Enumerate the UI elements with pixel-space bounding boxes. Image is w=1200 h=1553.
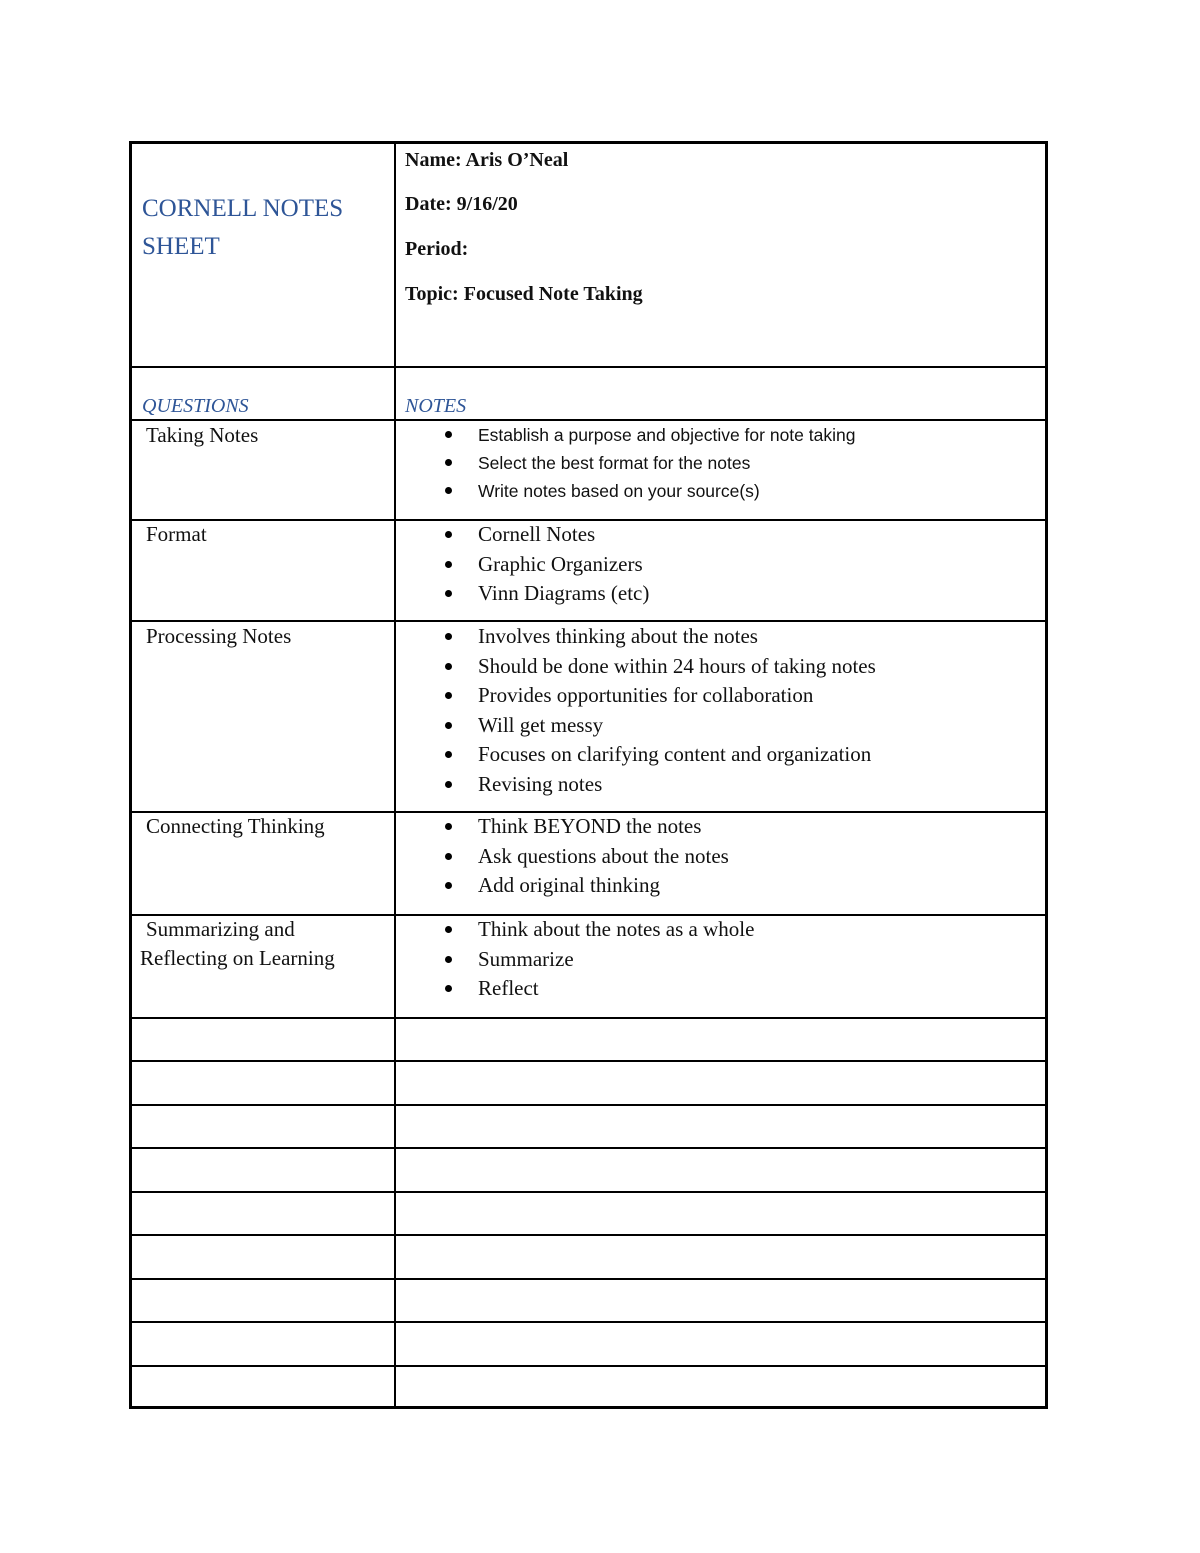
notes-list <box>438 812 729 901</box>
row-divider <box>132 366 1045 368</box>
list-item: Cornell Notes <box>438 520 649 550</box>
notes-list <box>438 421 855 505</box>
question-cell: Processing Notes <box>146 624 292 648</box>
sheet-title <box>142 190 343 266</box>
topic-field[interactable]: Topic: Focused Note Taking <box>405 283 643 305</box>
list-item: Add original thinking <box>438 871 729 901</box>
list-item: Provides opportunities for collaboration <box>438 681 876 711</box>
question-line1: Summarizing and <box>146 917 295 941</box>
list-item: Vinn Diagrams (etc) <box>438 579 649 609</box>
list-item: Should be done within 24 hours of taking notes <box>438 652 876 682</box>
list-item: Ask questions about the notes <box>438 842 729 872</box>
date-field[interactable]: Date: 9/16/20 <box>405 193 518 215</box>
question-cell <box>140 915 335 973</box>
list-item: Reflect <box>438 974 754 1004</box>
sheet-title-line2: SHEET <box>142 233 220 260</box>
row-divider <box>132 1234 1045 1236</box>
cornell-notes-table <box>129 141 1048 1409</box>
row-divider <box>132 1017 1045 1019</box>
list-item: Graphic Organizers <box>438 550 649 580</box>
question-cell: Format <box>146 522 207 546</box>
list-item: Select the best format for the notes <box>438 449 855 477</box>
row-divider <box>132 1104 1045 1106</box>
question-line2: Reflecting on Learning <box>140 946 335 970</box>
list-item: Revising notes <box>438 770 876 800</box>
row-divider <box>132 1147 1045 1149</box>
row-divider <box>132 1060 1045 1062</box>
name-field[interactable]: Name: Aris O’Neal <box>405 149 569 171</box>
list-item: Think about the notes as a whole <box>438 915 754 945</box>
notes-list <box>438 520 649 609</box>
row-divider <box>132 1191 1045 1193</box>
list-item: Think BEYOND the notes <box>438 812 729 842</box>
list-item: Establish a purpose and objective for note taking <box>438 421 855 449</box>
notes-list <box>438 915 754 1004</box>
list-item: Will get messy <box>438 711 876 741</box>
row-divider <box>132 1365 1045 1367</box>
questions-header: QUESTIONS <box>142 395 249 417</box>
list-item: Summarize <box>438 945 754 975</box>
list-item: Focuses on clarifying content and organization <box>438 740 876 770</box>
notes-list <box>438 622 876 799</box>
sheet-title-line1: CORNELL NOTES <box>142 195 344 222</box>
question-cell: Taking Notes <box>146 423 259 447</box>
row-divider <box>132 1321 1045 1323</box>
row-divider <box>132 1278 1045 1280</box>
period-field[interactable]: Period: <box>405 238 469 260</box>
list-item: Write notes based on your source(s) <box>438 477 855 505</box>
list-item: Involves thinking about the notes <box>438 622 876 652</box>
column-divider <box>394 144 396 1406</box>
question-cell: Connecting Thinking <box>146 814 325 838</box>
notes-header: NOTES <box>405 395 467 417</box>
